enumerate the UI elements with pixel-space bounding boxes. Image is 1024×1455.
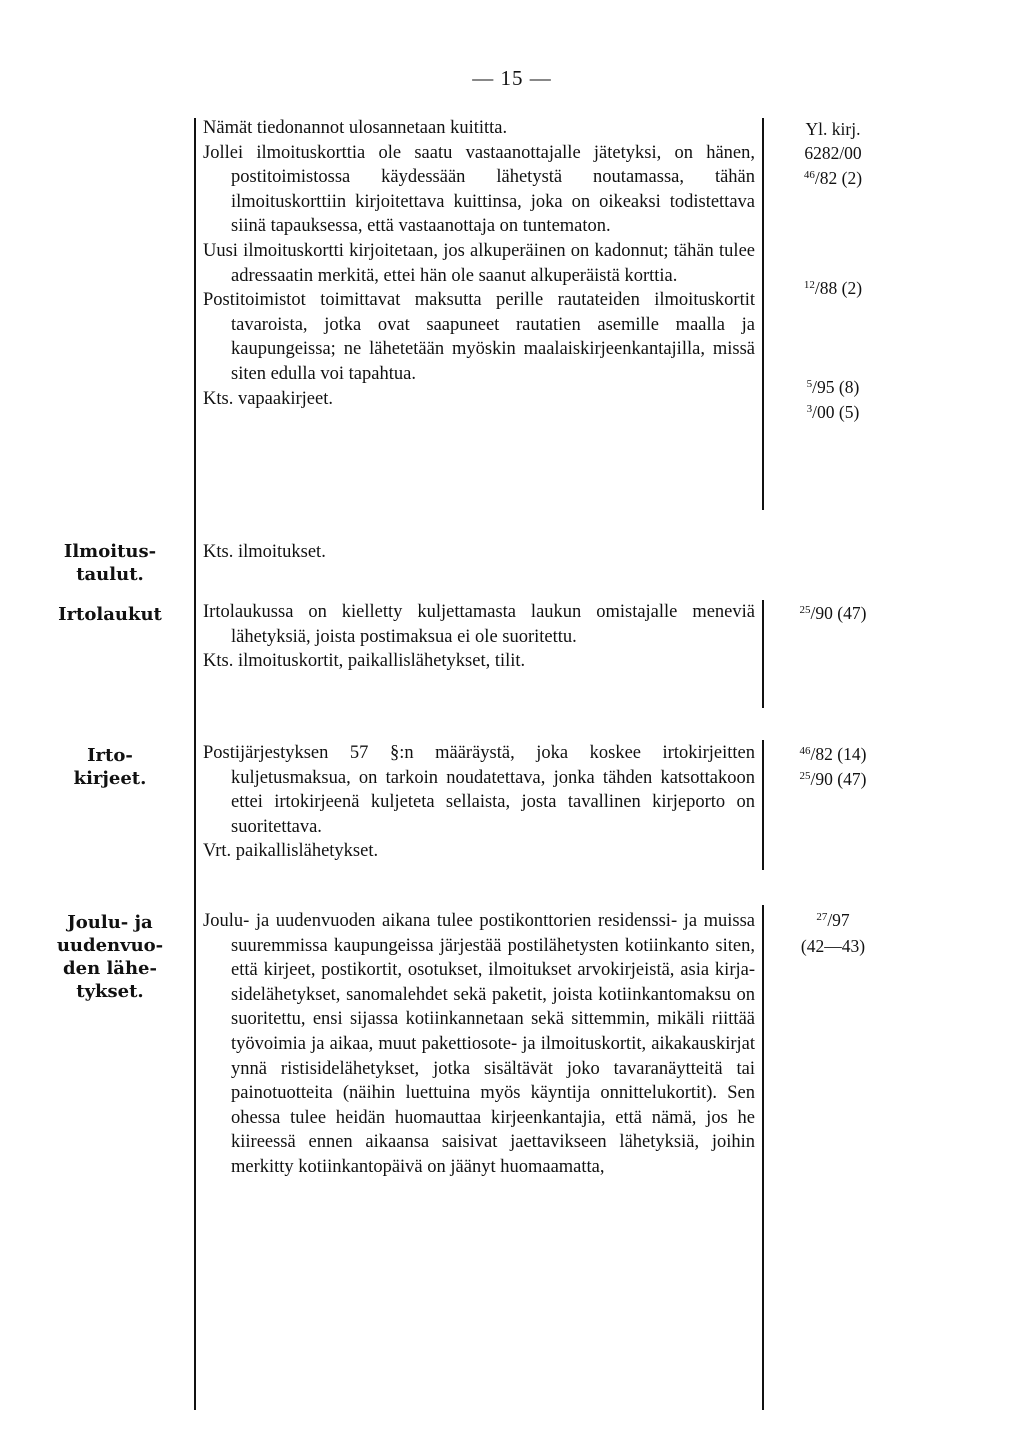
- paragraph: Postijärjestyksen 57 §:n määräystä, joka koskee irtokirjeitten kuljetusmaksua, on tarkoin noudatettava, jonka tähden katsottakoon ettei irtokirjeenä kuljeteta sellaista, josta tavallinen kirjeporto on suoritettava.: [203, 743, 755, 837]
- column-rule-right: [762, 905, 764, 1410]
- body-text: [203, 909, 755, 1180]
- paragraph: Kts. vapaakirjeet.: [203, 388, 333, 409]
- reference: $^{25}$/90 (47): [799, 769, 867, 789]
- reference-header: Yl. kirj.: [805, 119, 861, 139]
- column-rule-right: [762, 740, 764, 870]
- paragraph: Nämät tiedonannot ulosannetaan kuitittа.: [203, 118, 508, 138]
- body-text: [203, 116, 755, 411]
- column-rule-right: [762, 118, 764, 510]
- reference: $^3$/00 (5): [806, 402, 860, 422]
- column-rule-left: [194, 118, 196, 1410]
- paragraph: Joulu- ja uudenvuoden aikana tulee postikonttorien residenssi- ja muissa suuremmissa kaupungeissa järjestää postilähetysten kotiinkanto siten, että kirjeet, postikortit, osotukset, ilmoitukset arvokirjeistä, asia kirja-sidelähetykset, sanomalehdet sekä paketit, joista kotiinkantomaksu on suoritettu, ensi sijassa kotiinkannetaan sekä sittemmin, mikäli riittää työvoimia ja aikaa, muut pakettiosote- ja ilmoituskortit, aikakauskirjat ynnä ristisidelähetykset, jotka sisältävät joko tavaranäytteitä tai painotuotteita (näihin luettuina myös käyntija onnittelukortit). Sen ohessa tulee heidän huomauttaa kirjeenkantajia, että nämä, jos he kiireessä ennen aikaansa saisivat jaettavikseen lähetyksiä, joihin merkitty kotiinkantopäivä on jäänyt huomaamatta,: [203, 911, 755, 1177]
- body-text: [203, 540, 755, 565]
- paragraph: Uusi ilmoituskortti kirjoitetaan, jos alkuperäinen on kadonnut; tähän tulee adressaatin merkitä, ettei hän ole saanut alkuperäistä korttia.: [203, 240, 755, 286]
- paragraph: Kts. ilmoituskortit, paikallislähetykset, tilit.: [203, 651, 526, 672]
- column-rule-right: [762, 600, 764, 708]
- paragraph: Irtolaukussa on kielletty kuljettamasta laukun omistajalle meneviä lähetyksiä, joista postimaksua ei ole suoritettu.: [203, 602, 755, 647]
- page-number: — 15 —: [472, 66, 552, 90]
- reference: $^{12}$/88 (2): [803, 278, 863, 298]
- reference: $^5$/95 (8): [806, 377, 860, 397]
- paragraph: Kts. ilmoitukset.: [203, 542, 326, 562]
- margin-heading: Ilmoitus- taulut.: [63, 541, 157, 585]
- reference: $^{25}$/90 (47): [799, 603, 867, 623]
- paragraph: Jollei ilmoituskorttia ole saatu vastaanottajalle jätetyksi, on hänen, postitoimistossa käydessään lähetystä noutamassa, tähän ilmoituskorttiin kirjoitettava kuittinsa, joka on oikeaksi todistettava siinä tapauksessa, että vastaanottaja on tuntematon.: [203, 142, 755, 237]
- paragraph: Postitoimistot toimittavat maksutta perille rautateiden ilmoituskortit tavaroista, jotka ovat saapuneet rautatien asemille maalla ja kaupungeissa; ne lähetetään myöskin maalaiskirjeenkantajilla, missä siten edulla voi tapahtua.: [203, 290, 755, 384]
- reference: $^{46}$/82 (14): [799, 744, 867, 764]
- margin-heading: Irto- kirjeet.: [73, 745, 147, 789]
- reference: $^{27}$/97: [816, 910, 850, 930]
- reference: $^{46}$/82 (2): [803, 168, 863, 188]
- body-text: [203, 600, 755, 674]
- reference: 6282/00: [804, 143, 862, 163]
- paragraph: Vrt. paikallislähetykset.: [203, 841, 379, 862]
- margin-heading: Joulu- ja uudenvuo- den lähe- tykset.: [56, 912, 164, 1002]
- body-text: [203, 741, 755, 864]
- margin-heading: Irtolaukut: [58, 604, 162, 625]
- reference: (42—43): [800, 936, 866, 956]
